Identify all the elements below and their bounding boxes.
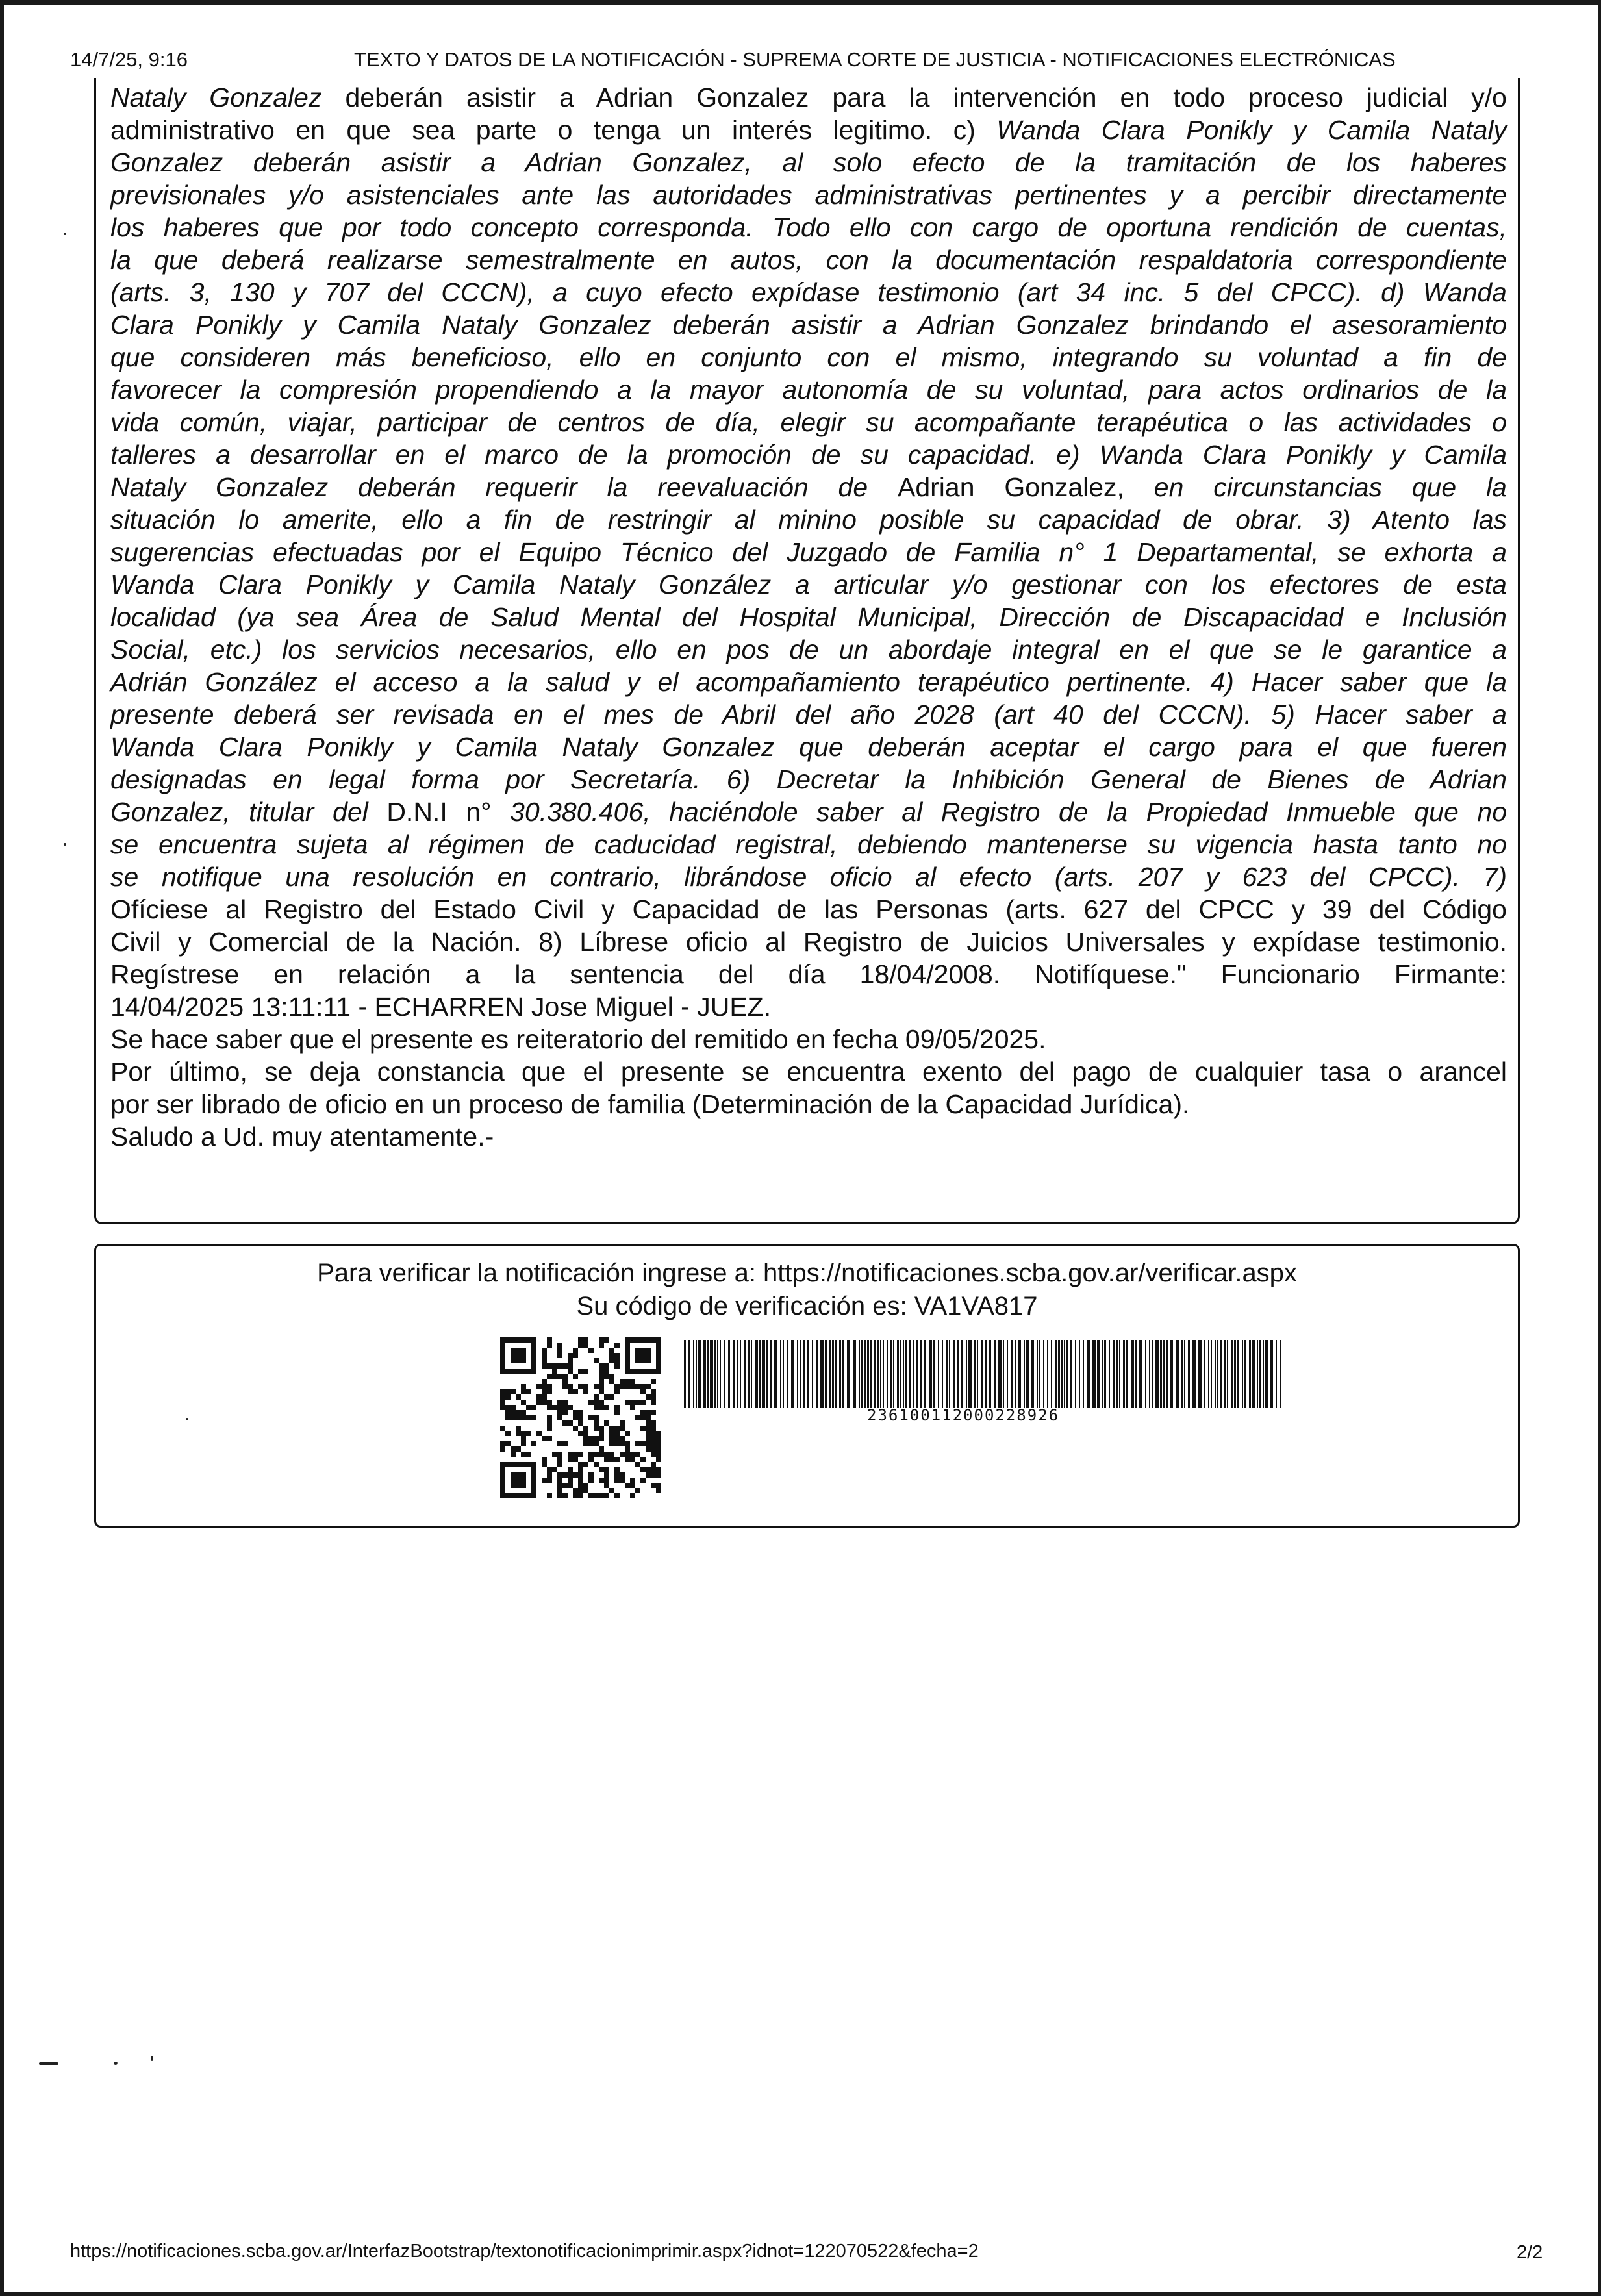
text-run: Gonzalez, titular del	[110, 797, 387, 827]
body-text-line	[110, 828, 1507, 861]
text-run: Civil y Comercial de la Nación. 8) Líbrese oficio al Registro de Juicios Universales y expídase testimonio.	[110, 927, 1507, 957]
text-run: la que deberá realizarse semestralmente en autos, con la documentación respaldatoria correspondiente	[110, 245, 1507, 275]
text-run: talleres a desarrollar en el marco de la promoción de su capacidad. e) Wanda Clara Ponikly y Camila	[110, 440, 1507, 470]
body-text-line	[110, 146, 1507, 179]
body-text-line	[110, 666, 1507, 698]
body-text-line	[110, 536, 1507, 568]
body-text-line	[110, 373, 1507, 406]
text-run: favorecer la compresión propendiendo a la mayor autonomía de su voluntad, para actos ordinarios de la	[110, 375, 1507, 405]
scan-edge-left	[0, 0, 4, 2296]
body-text-line	[110, 926, 1507, 958]
text-run: los haberes que por todo concepto corresponda. Todo ello con cargo de oportuna rendición de cuentas,	[110, 212, 1507, 242]
body-text-line	[110, 601, 1507, 633]
text-run: situación lo amerite, ello a fin de restringir al minino posible su capacidad de obrar. 3) Atento las	[110, 505, 1507, 535]
text-run: (arts. 3, 130 y 707 del CCCN), a cuyo efecto expídase testimonio (art 34 inc. 5 del CPCC). d) Wanda	[110, 277, 1507, 307]
text-run: Regístrese en relación a la sentencia del día 18/04/2008. Notifíquese." Funcionario Firmante:	[110, 959, 1507, 989]
verification-url-text: Para verificar la notificación ingrese a: https://notificaciones.scba.gov.ar/verificar.aspx	[317, 1259, 1297, 1287]
body-text-line	[110, 503, 1507, 536]
body-text-line	[110, 114, 1507, 146]
body-text-line	[110, 568, 1507, 601]
body-text-line	[110, 958, 1507, 990]
page-number: 2/2	[1517, 2242, 1543, 2263]
scan-speck	[39, 2062, 58, 2065]
text-run: 14/04/2025 13:11:11 - ECHARREN Jose Miguel - JUEZ.	[110, 992, 772, 1022]
body-text-line	[110, 731, 1507, 763]
body-text-line	[110, 633, 1507, 666]
body-text-line	[110, 893, 1507, 926]
body-lines	[110, 81, 1507, 1023]
body-text-line	[110, 698, 1507, 731]
body-text-line	[110, 244, 1507, 276]
scan-speck	[64, 233, 66, 235]
scan-edge-bottom	[0, 2292, 1601, 2296]
text-run: Nataly Gonzalez	[110, 82, 322, 112]
text-run: Ofíciese al Registro del Estado Civil y Capacidad de las Personas (arts. 627 del CPCC y 39 del Código	[110, 894, 1507, 924]
verification-code-text: Su código de verificación es: VA1VA817	[576, 1292, 1038, 1320]
barcode-icon	[684, 1340, 1283, 1408]
text-run: administrativo en que sea parte o tenga un interés legitimo. c)	[110, 115, 997, 145]
body-text-line	[110, 276, 1507, 309]
scan-speck	[64, 843, 66, 846]
text-run: Social, etc.) los servicios necesarios, ello en pos de un abordaje integral en el que se le garantice a	[110, 635, 1507, 664]
scan-speck	[151, 2056, 153, 2061]
body-text-line	[110, 438, 1507, 471]
notification-body	[110, 81, 1507, 1153]
text-run: Nataly Gonzalez deberán requerir la reevaluación de	[110, 472, 898, 502]
qr-code-icon	[500, 1337, 661, 1499]
body-text-line	[110, 406, 1507, 438]
body-text-line	[110, 341, 1507, 373]
scan-speck	[114, 2062, 118, 2065]
print-date: 14/7/25, 9:16	[70, 48, 188, 71]
body-text-line	[110, 861, 1507, 893]
body-text-line	[110, 81, 1507, 114]
scan-speck	[186, 1418, 188, 1420]
scan-edge-right	[1598, 0, 1601, 2296]
footer-url: https://notificaciones.scba.gov.ar/InterfazBootstrap/textonotificacionimprimir.aspx?idnot=122070522&fecha=2	[70, 2241, 979, 2262]
exemption-line: Por último, se deja constancia que el presente se encuentra exento del pago de cualquier tasa o arancel	[110, 1057, 1507, 1087]
scan-edge-top	[0, 0, 1601, 5]
text-run: sugerencias efectuadas por el Equipo Técnico del Juzgado de Familia n° 1 Departamental, se exhorta a	[110, 537, 1507, 567]
body-text-line	[110, 211, 1507, 244]
text-run: 30.380.406, haciéndole saber al Registro de la Propiedad Inmueble que no	[491, 797, 1507, 827]
text-run: deberán asistir a Adrian Gonzalez para la intervención en todo proceso judicial y/o	[321, 82, 1507, 112]
text-run: presente deberá ser revisada en el mes de Abril del año 2028 (art 40 del CCCN). 5) Hacer saber a	[110, 700, 1507, 729]
body-text-line	[110, 471, 1507, 503]
text-run: vida común, viajar, participar de centros de día, elegir su acompañante terapéutica o las actividades o	[110, 407, 1507, 437]
text-run: que consideren más beneficioso, ello en conjunto con el mismo, integrando su voluntad a fin de	[110, 342, 1507, 372]
text-run: D.N.I n°	[386, 797, 492, 827]
text-run: Clara Ponikly y Camila Nataly Gonzalez deberán asistir a Adrian Gonzalez brindando el asesoramiento	[110, 310, 1507, 340]
body-text-line	[110, 179, 1507, 211]
barcode-number: 236100112000228926	[867, 1406, 1060, 1424]
text-run: Adrian Gonzalez,	[898, 472, 1124, 502]
text-run: Gonzalez deberán asistir a Adrian Gonzalez, al solo efecto de la tramitación de los haberes	[110, 147, 1507, 177]
reiteration-note: Se hace saber que el presente es reiteratorio del remitido en fecha 09/05/2025.	[110, 1024, 1046, 1054]
text-run: previsionales y/o asistenciales ante las autoridades administrativas pertinentes y a percibir directamente	[110, 180, 1507, 210]
text-run: designadas en legal forma por Secretaría. 6) Decretar la Inhibición General de Bienes de Adrian	[110, 764, 1507, 794]
text-run: Adrián González el acceso a la salud y el acompañamiento terapéutico pertinente. 4) Hacer saber que la	[110, 667, 1507, 697]
body-text-line	[110, 990, 1507, 1023]
closing-salutation: Saludo a Ud. muy atentamente.-	[110, 1122, 494, 1152]
text-run: se notifique una resolución en contrario, librándose oficio al efecto (arts. 207 y 623 del CPCC). 7)	[110, 862, 1507, 892]
text-run: Wanda Clara Ponikly y Camila Nataly	[996, 115, 1507, 145]
text-run: Wanda Clara Ponikly y Camila Nataly González a articular y/o gestionar con los efectores de esta	[110, 570, 1507, 599]
body-text-line	[110, 763, 1507, 796]
exemption-line: por ser librado de oficio en un proceso de familia (Determinación de la Capacidad Jurídica).	[110, 1089, 1190, 1119]
text-run: localidad (ya sea Área de Salud Mental del Hospital Municipal, Dirección de Discapacidad e Inclusión	[110, 602, 1507, 632]
body-text-line	[110, 309, 1507, 341]
body-text-line	[110, 796, 1507, 828]
print-header-title: TEXTO Y DATOS DE LA NOTIFICACIÓN - SUPREMA CORTE DE JUSTICIA - NOTIFICACIONES ELECTRÓNICAS	[354, 48, 1396, 71]
text-run: en circunstancias que la	[1124, 472, 1507, 502]
text-run: Wanda Clara Ponikly y Camila Nataly Gonzalez que deberán aceptar el cargo para el que fueren	[110, 732, 1507, 762]
text-run: se encuentra sujeta al régimen de caducidad registral, debiendo mantenerse su vigencia hasta tanto no	[110, 829, 1507, 859]
